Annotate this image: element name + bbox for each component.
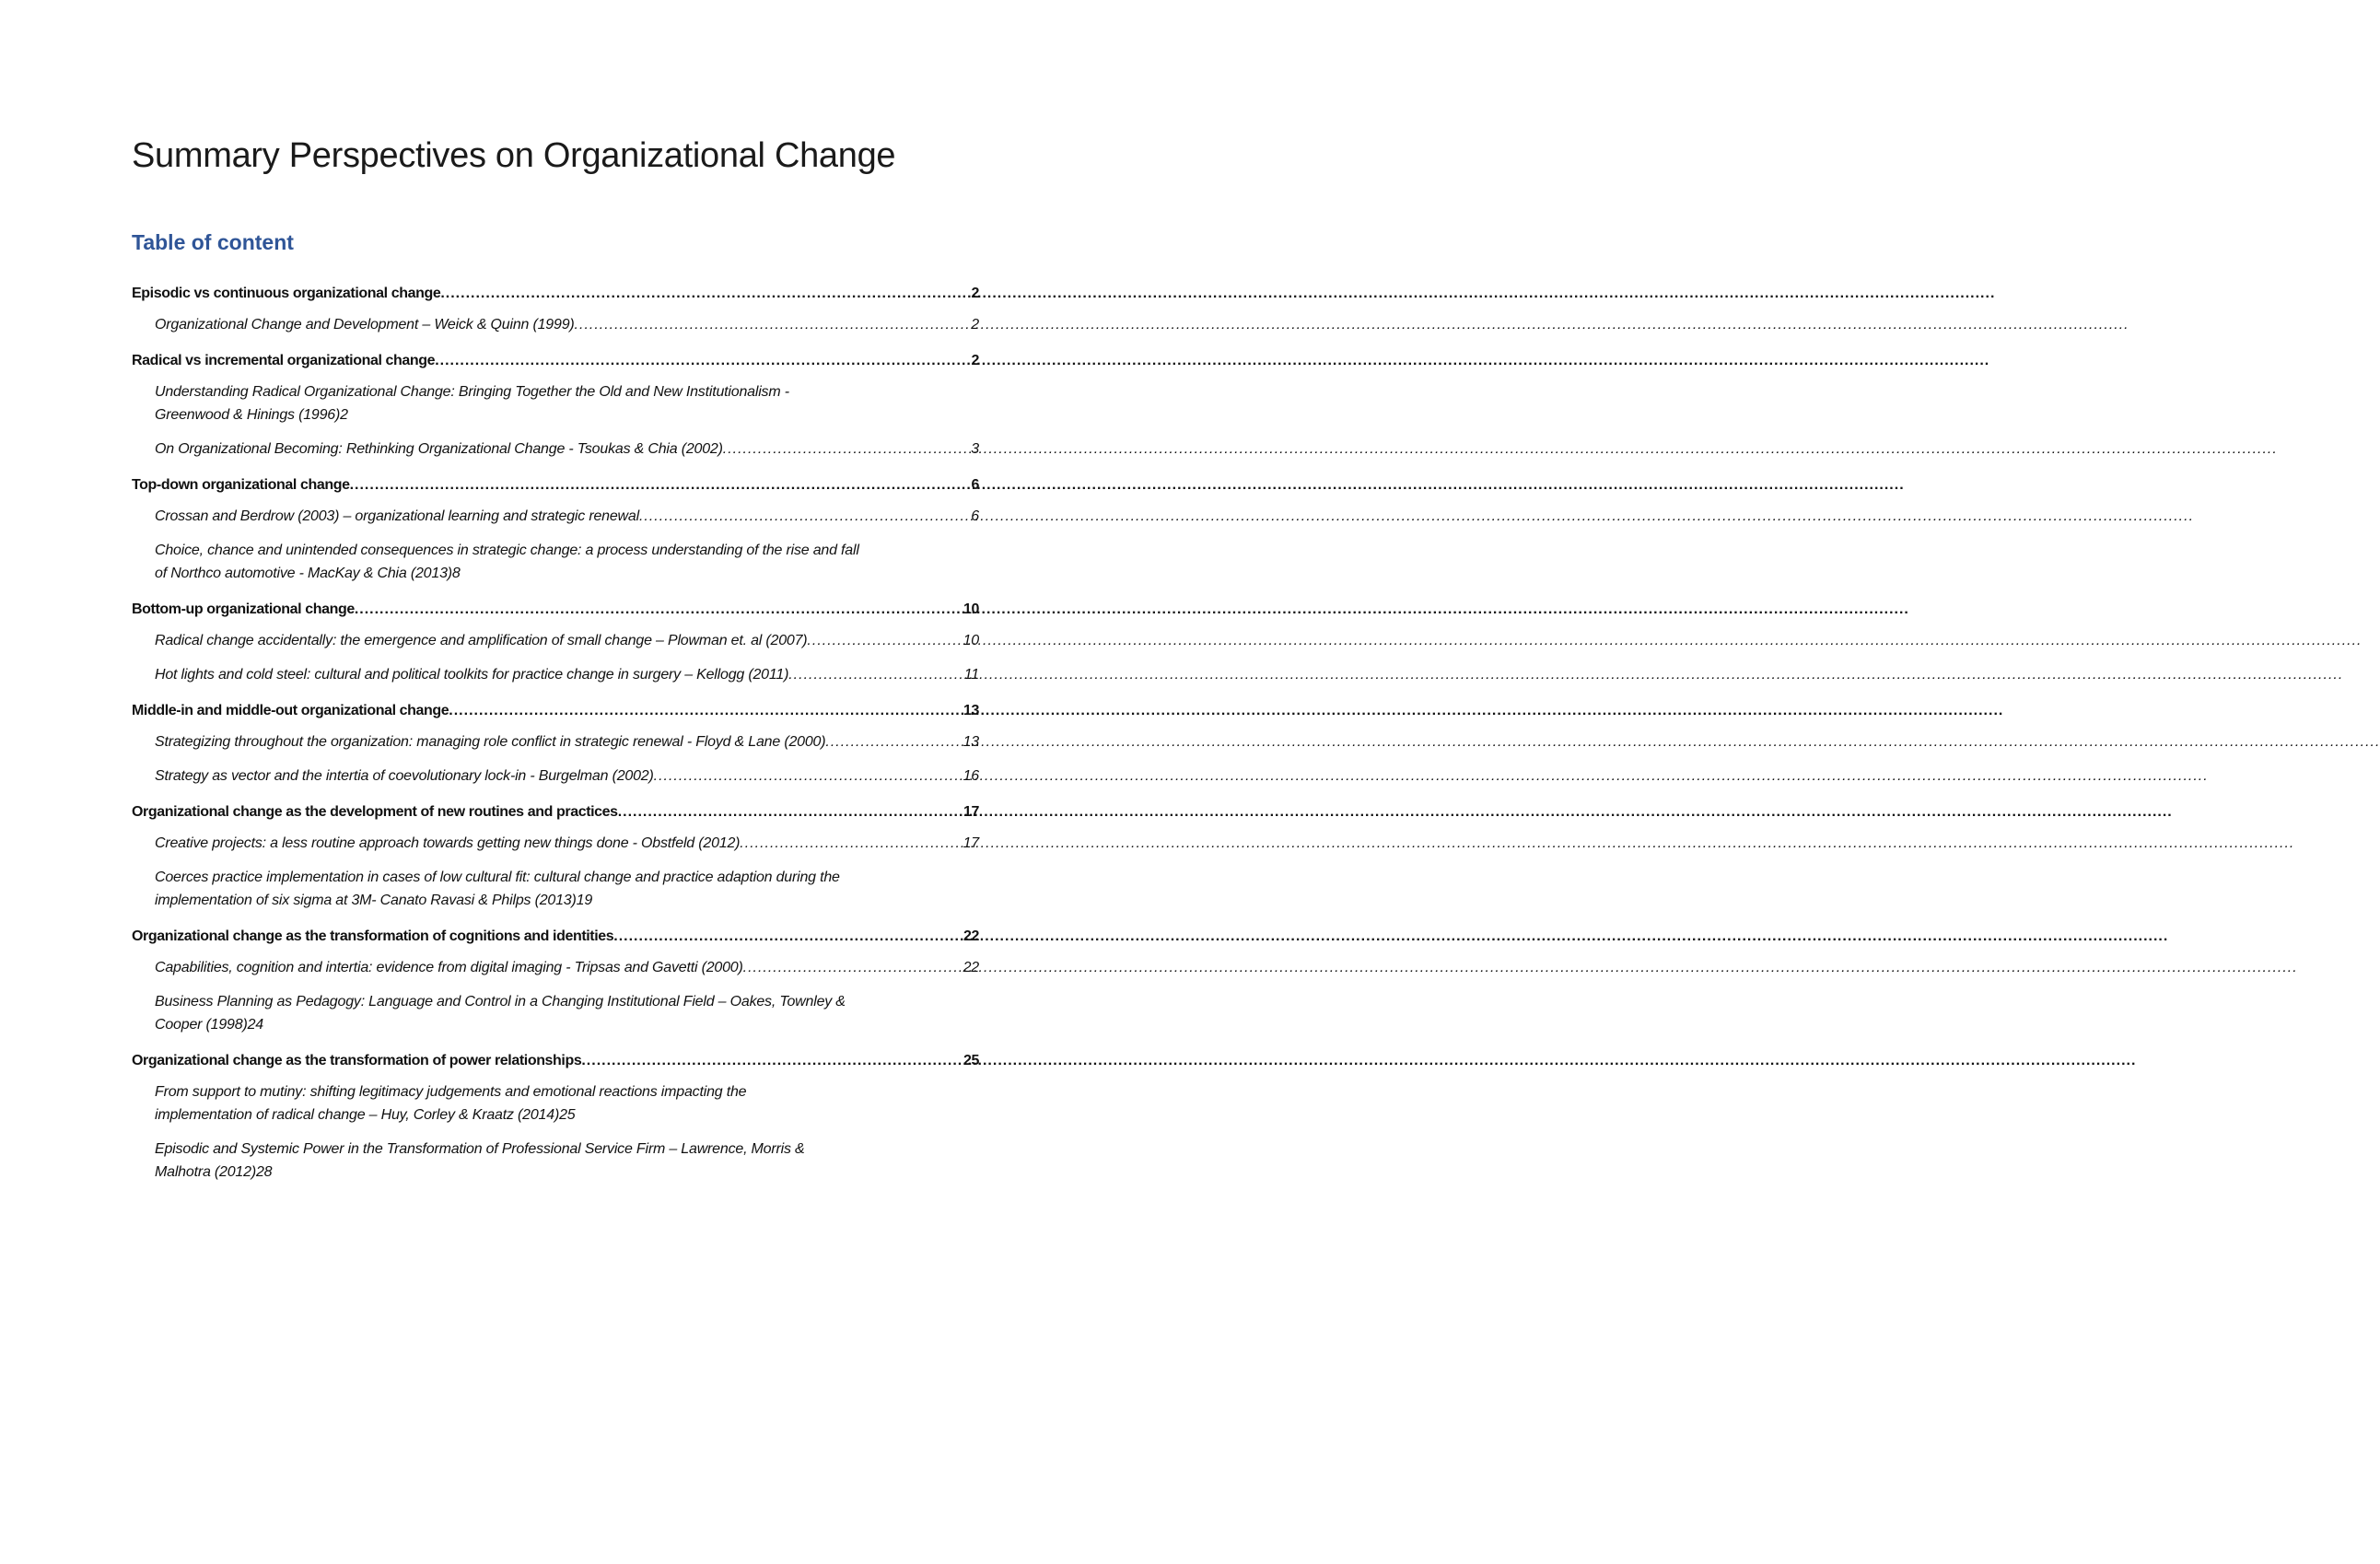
toc-leader-dots (618, 804, 962, 821)
table-of-contents (132, 286, 979, 1200)
document-page (0, 0, 1105, 1564)
toc-entry-text: Cooper (1998) (155, 1017, 248, 1033)
toc-leader-dots (449, 703, 962, 719)
toc-entry-text: Organizational change as the transformation of cognitions and identities (132, 928, 614, 944)
toc-entry-heading[interactable] (132, 1053, 979, 1069)
toc-entry-continuation (155, 1103, 979, 1126)
toc-page-number: 16 (962, 768, 979, 784)
toc-entry-text: Greenwood & Hinings (1996) (155, 407, 341, 423)
toc-section (132, 928, 979, 1036)
toc-heading: Table of content (132, 230, 294, 254)
toc-leader-dots (740, 832, 961, 855)
toc-entry-subheading[interactable] (155, 730, 979, 753)
toc-section (132, 286, 979, 336)
toc-entry-text: Strategy as vector and the intertia of coevolutionary lock-in - Burgelman (2002) (155, 768, 654, 784)
toc-entry-text: Understanding Radical Organizational Change: Bringing Together the Old and New Institutionalism - (155, 384, 789, 400)
toc-entry-heading[interactable] (132, 804, 979, 821)
toc-leader-dots (743, 956, 962, 979)
toc-entry-text: From support to mutiny: shifting legitimacy judgements and emotional reactions impacting the (155, 1084, 747, 1100)
toc-entry-text: implementation of radical change – Huy, Corley & Kraatz (2014) (155, 1107, 560, 1123)
toc-page-number: 25 (963, 1053, 979, 1068)
toc-entry-text: Radical change accidentally: the emergence and amplification of small change – Plowman et. al (2007) (155, 633, 808, 648)
toc-entry-text: Choice, chance and unintended consequences in strategic change: a process understanding of the rise and fall (155, 543, 859, 558)
toc-entry-text: Bottom-up organizational change (132, 601, 355, 617)
toc-leader-dots (723, 438, 970, 461)
toc-entry-text: implementation of six sigma at 3M- Canato Ravasi & Philps (2013) (155, 893, 577, 908)
toc-entry-continuation (155, 403, 979, 426)
toc-page-number: 28 (255, 1164, 273, 1180)
toc-entry-text: Strategizing throughout the organization: managing role conflict in strategic renewal - Floyd & Lane (2000) (155, 734, 826, 750)
toc-entry-text: Crossan and Berdrow (2003) – organizational learning and strategic renewal (155, 508, 639, 524)
toc-entry-subheading[interactable] (155, 505, 979, 528)
toc-leader-dots (788, 663, 962, 686)
toc-leader-dots (654, 764, 962, 788)
toc-entry-text: Organizational Change and Development – Weick & Quinn (1999) (155, 317, 575, 333)
toc-section (132, 353, 979, 461)
toc-leader-dots (575, 313, 970, 336)
toc-entry-subheading[interactable] (155, 990, 979, 1036)
toc-entry-text: Middle-in and middle-out organizational change (132, 703, 449, 718)
toc-leader-dots (350, 477, 970, 494)
toc-page-number: 2 (971, 286, 979, 301)
toc-entry-subheading[interactable] (155, 380, 979, 426)
toc-section (132, 703, 979, 788)
toc-entry-text: of Northco automotive - MacKay & Chia (2013) (155, 566, 452, 581)
toc-leader-dots (435, 353, 969, 369)
toc-page-number: 17 (962, 835, 979, 851)
toc-section (132, 1053, 979, 1184)
toc-entry-subheading[interactable] (155, 313, 979, 336)
toc-leader-dots (581, 1053, 962, 1069)
toc-page-number: 19 (576, 893, 593, 908)
toc-entry-subheading[interactable] (155, 832, 979, 855)
toc-page-number: 22 (963, 928, 979, 944)
toc-entry-subheading[interactable] (155, 629, 979, 652)
toc-page-number: 6 (971, 508, 979, 524)
toc-leader-dots (440, 286, 969, 302)
toc-page-number: 6 (971, 477, 979, 493)
toc-page-number: 25 (559, 1107, 576, 1123)
toc-entry-text: Creative projects: a less routine approach towards getting new things done - Obstfeld (2012) (155, 835, 741, 851)
toc-entry-heading[interactable] (132, 477, 979, 494)
toc-entry-subheading[interactable] (155, 438, 979, 461)
toc-page-number: 2 (971, 353, 979, 368)
toc-entry-subheading[interactable] (155, 1138, 979, 1184)
toc-entry-heading[interactable] (132, 703, 979, 719)
toc-entry-text: Capabilities, cognition and intertia: evidence from digital imaging - Tripsas and Gavetti (2000) (155, 960, 743, 975)
toc-entry-continuation (155, 889, 979, 912)
toc-entry-heading[interactable] (132, 353, 979, 369)
toc-page-number: 13 (963, 703, 979, 718)
toc-page-number: 13 (962, 734, 979, 750)
toc-entry-text: Episodic vs continuous organizational change (132, 286, 441, 301)
toc-entry-heading[interactable] (132, 286, 979, 302)
toc-entry-subheading[interactable] (155, 764, 979, 788)
toc-entry-continuation (155, 562, 979, 585)
toc-entry-text: On Organizational Becoming: Rethinking Organizational Change - Tsoukas & Chia (2002) (155, 441, 723, 457)
toc-entry-text: Coerces practice implementation in cases of low cultural fit: cultural change and practice adaption during the (155, 870, 840, 885)
toc-leader-dots (613, 928, 962, 945)
toc-entry-text: Business Planning as Pedagogy: Language and Control in a Changing Institutional Field – Oakes, Townley & (155, 994, 846, 1010)
toc-entry-subheading[interactable] (155, 663, 979, 686)
toc-entry-text: Hot lights and cold steel: cultural and political toolkits for practice change in surgery – Kellogg (2011) (155, 667, 789, 683)
toc-entry-subheading[interactable] (155, 956, 979, 979)
toc-entry-continuation (155, 1013, 979, 1036)
toc-page-number: 3 (971, 441, 979, 457)
toc-entry-text: Top-down organizational change (132, 477, 350, 493)
toc-entry-continuation (155, 1161, 979, 1184)
toc-entry-text: Episodic and Systemic Power in the Transformation of Professional Service Firm – Lawrence, Morris & (155, 1141, 805, 1157)
page-title: Summary Perspectives on Organizational Change (132, 136, 896, 175)
toc-page-number: 17 (963, 804, 979, 820)
toc-entry-text: Organizational change as the development of new routines and practices (132, 804, 618, 820)
toc-entry-heading[interactable] (132, 601, 979, 618)
toc-entry-text: Malhotra (2012) (155, 1164, 256, 1180)
toc-page-number: 10 (962, 633, 979, 648)
toc-section (132, 601, 979, 686)
toc-entry-subheading[interactable] (155, 539, 979, 585)
toc-page-number: 2 (971, 317, 979, 333)
toc-page-number: 2 (340, 407, 348, 423)
toc-page-number: 11 (963, 667, 979, 683)
toc-leader-dots (639, 505, 969, 528)
toc-entry-subheading[interactable] (155, 866, 979, 912)
toc-entry-text: Radical vs incremental organizational change (132, 353, 436, 368)
toc-section (132, 804, 979, 912)
toc-leader-dots (825, 730, 961, 753)
toc-page-number: 8 (451, 566, 461, 581)
toc-entry-heading[interactable] (132, 928, 979, 945)
toc-entry-text: Organizational change as the transformation of power relationships (132, 1053, 582, 1068)
toc-leader-dots (807, 629, 961, 652)
toc-leader-dots (355, 601, 962, 618)
toc-page-number: 22 (962, 960, 979, 975)
toc-page-number: 24 (247, 1017, 263, 1033)
toc-page-number: 10 (963, 601, 979, 617)
toc-entry-subheading[interactable] (155, 1080, 979, 1126)
toc-section (132, 477, 979, 585)
